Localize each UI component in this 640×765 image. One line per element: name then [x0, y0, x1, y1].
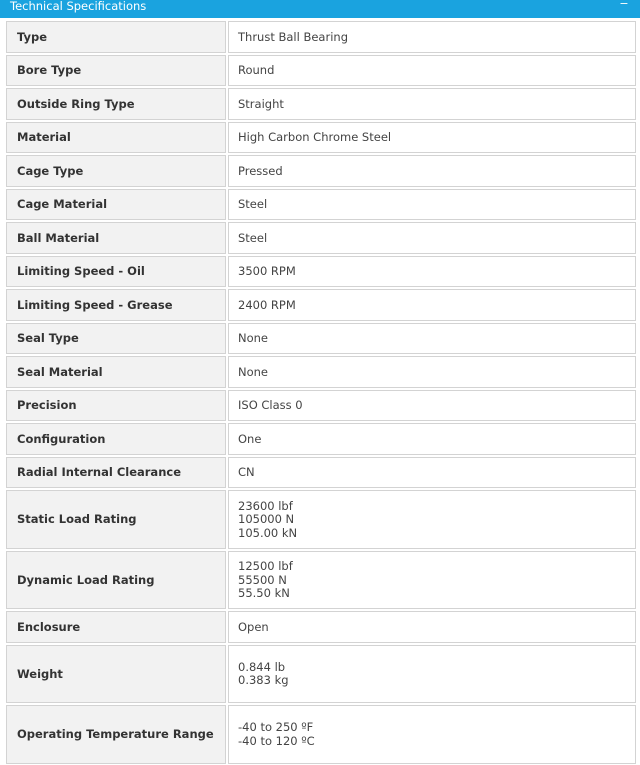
spec-value [228, 423, 636, 455]
spec-row [5, 188, 640, 222]
spec-value-lines [238, 620, 269, 635]
spec-value-line: Steel [238, 230, 268, 245]
spec-value-lines [238, 30, 348, 45]
spec-value-lines [238, 365, 268, 380]
spec-value-lines [238, 660, 289, 688]
spec-value-line: Straight [238, 96, 284, 111]
spec-label: Static Load Rating [6, 490, 226, 549]
spec-value-lines [238, 164, 283, 179]
spec-value [228, 390, 636, 422]
spec-value [228, 705, 636, 764]
spec-value [228, 611, 636, 643]
spec-label: Cage Type [6, 155, 226, 187]
spec-value-line: -40 to 250 ºF [238, 720, 314, 735]
spec-value-line: 55500 N [238, 572, 287, 587]
spec-value-lines [238, 432, 261, 447]
spec-row [5, 422, 640, 456]
spec-row [5, 288, 640, 322]
spec-row [5, 221, 640, 255]
spec-value-lines [238, 331, 268, 346]
spec-value-line: 2400 RPM [238, 297, 296, 312]
spec-value-line: Open [238, 619, 269, 634]
spec-value [228, 289, 636, 321]
spec-row [5, 154, 640, 188]
spec-value [228, 457, 636, 489]
spec-value-line: None [238, 331, 269, 345]
spec-value-line: Steel [238, 197, 268, 211]
spec-value [228, 88, 636, 120]
spec-value [228, 645, 636, 704]
spec-value [228, 189, 636, 221]
spec-value-line: 23600 lbf [238, 498, 293, 513]
spec-row [5, 322, 640, 356]
spec-value-lines [238, 465, 255, 480]
spec-row [5, 121, 640, 155]
spec-value-lines [238, 720, 315, 748]
spec-value-lines [238, 197, 267, 212]
spec-value-line: Round [238, 63, 275, 77]
spec-row [5, 550, 640, 611]
spec-label: Operating Temperature Range [6, 705, 226, 764]
spec-row [5, 610, 640, 644]
spec-label: Material [6, 122, 226, 154]
spec-row [5, 456, 640, 490]
spec-label: Bore Type [6, 55, 226, 87]
spec-label: Outside Ring Type [6, 88, 226, 120]
spec-row [5, 704, 640, 765]
spec-value-lines [238, 63, 274, 78]
spec-row [5, 87, 640, 121]
spec-value [228, 256, 636, 288]
spec-label: Enclosure [6, 611, 226, 643]
spec-value-line: High Carbon Chrome Steel [238, 130, 392, 144]
spec-label: Limiting Speed - Grease [6, 289, 226, 321]
spec-value-line: 0.383 kg [238, 673, 289, 688]
spec-row [5, 389, 640, 423]
spec-value [228, 323, 636, 355]
spec-value-lines [238, 499, 297, 541]
spec-value-line: -40 to 120 ºC [238, 733, 315, 748]
panel-title: Technical Specifications [10, 0, 147, 13]
spec-label: Precision [6, 390, 226, 422]
spec-value [228, 356, 636, 388]
spec-row [5, 54, 640, 88]
spec-value-line: ISO Class 0 [238, 398, 303, 412]
spec-value-lines [238, 97, 284, 112]
spec-value-line: 105.00 kN [238, 525, 298, 540]
spec-value-lines [238, 298, 296, 313]
spec-value-lines [238, 398, 303, 413]
spec-value [228, 21, 636, 53]
spec-value-line: Pressed [238, 163, 283, 178]
spec-value-line: 3500 RPM [238, 264, 296, 278]
spec-value [228, 55, 636, 87]
spec-value-line: 55.50 kN [238, 586, 290, 600]
spec-value-lines [238, 559, 293, 601]
spec-value-line: One [238, 431, 262, 446]
spec-label: Dynamic Load Rating [6, 551, 226, 610]
spec-value-line: 12500 lbf [238, 559, 293, 573]
spec-row [5, 489, 640, 550]
spec-value [228, 551, 636, 610]
spec-value-lines [238, 130, 391, 145]
spec-value-line: CN [238, 465, 255, 479]
spec-value-line: 0.844 lb [238, 659, 286, 674]
spec-label: Type [6, 21, 226, 53]
spec-value [228, 490, 636, 549]
spec-value-lines [238, 231, 267, 246]
spec-value-lines [238, 264, 296, 279]
spec-label: Configuration [6, 423, 226, 455]
panel-header[interactable] [0, 0, 640, 18]
spec-row [5, 20, 640, 54]
spec-value [228, 122, 636, 154]
spec-value-line: 105000 N [238, 512, 295, 526]
spec-label: Seal Material [6, 356, 226, 388]
spec-row [5, 355, 640, 389]
spec-table [0, 18, 640, 765]
spec-label: Weight [6, 645, 226, 704]
spec-value [228, 222, 636, 254]
spec-label: Cage Material [6, 189, 226, 221]
spec-row [5, 644, 640, 705]
spec-value-line: None [238, 364, 269, 379]
spec-label: Limiting Speed - Oil [6, 256, 226, 288]
spec-value [228, 155, 636, 187]
spec-label: Radial Internal Clearance [6, 457, 226, 489]
spec-label: Seal Type [6, 323, 226, 355]
spec-row [5, 255, 640, 289]
collapse-icon[interactable]: − [619, 0, 629, 10]
spec-value-line: Thrust Ball Bearing [238, 29, 348, 44]
spec-label: Ball Material [6, 222, 226, 254]
